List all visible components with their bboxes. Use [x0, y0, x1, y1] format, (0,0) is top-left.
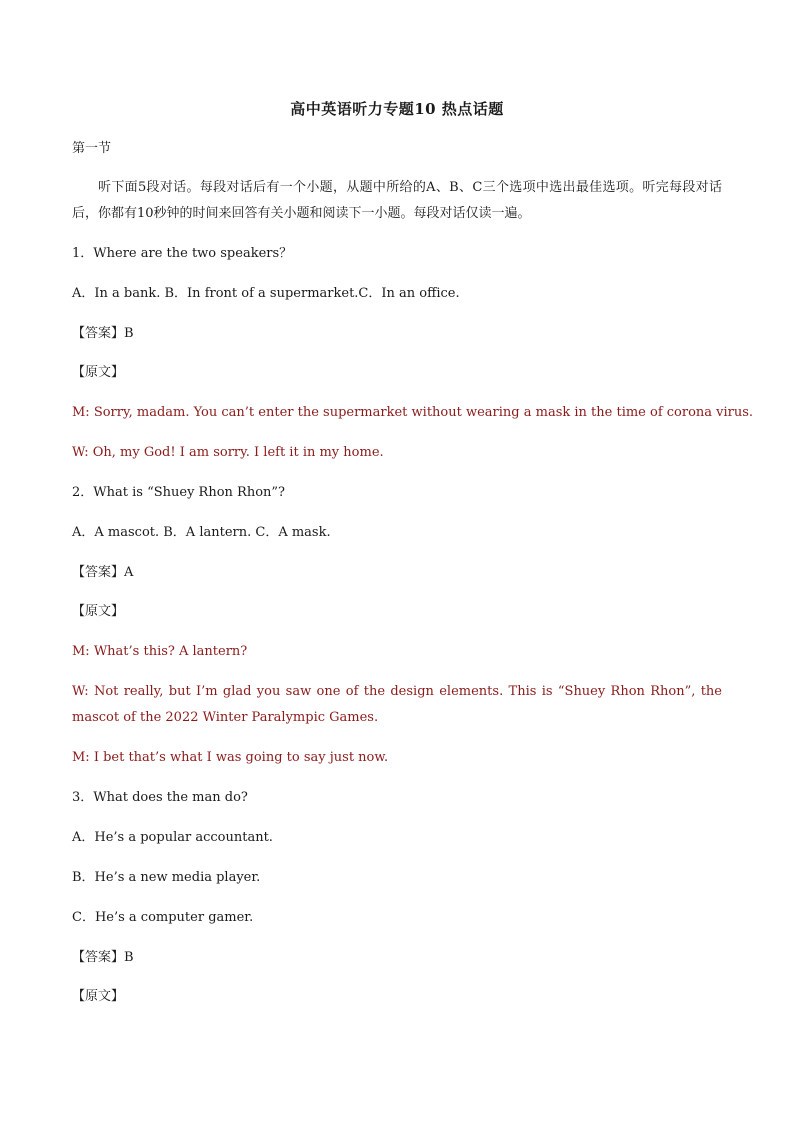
- question-2-source-label: 【原文】: [72, 604, 125, 619]
- question-1: 1．Where are the two speakers？: [72, 246, 293, 261]
- section-heading: 第一节: [72, 141, 112, 156]
- question-1-source-label: 【原文】: [72, 365, 125, 380]
- question-2-options: A．A mascot. B．A lantern. C．A mask.: [72, 525, 331, 540]
- question-3-source-label: 【原文】: [72, 989, 125, 1004]
- question-2-transcript-line: M: What’s this? A lantern?: [72, 644, 248, 659]
- question-3-option-c: C．He’s a computer gamer.: [72, 910, 254, 925]
- question-1-transcript-line: W: Oh, my God! I am sorry. I left it in my home.: [72, 445, 384, 460]
- question-1-options: A．In a bank. B．In front of a supermarket.C．In an office.: [72, 286, 460, 301]
- question-1-answer: 【答案】B: [72, 326, 134, 341]
- question-3-option-a: A．He’s a popular accountant.: [72, 830, 273, 845]
- question-3-answer: 【答案】B: [72, 950, 134, 965]
- question-2-transcript-line: W: Not really, but I’m glad you saw one of the design elements. This is “Shuey Rhon Rhon”, the mascot of the 2022 Winter Paralympic Games.: [72, 684, 722, 725]
- question-3-option-b: B．He’s a new media player.: [72, 870, 261, 885]
- question-2-answer: 【答案】A: [72, 565, 134, 580]
- question-2-transcript-line: M: I bet that’s what I was going to say just now.: [72, 750, 389, 765]
- instructions-paragraph: 听下面5段对话。每段对话后有一个小题，从题中所给的A、B、C三个选项中选出最佳选项。听完每段对话后，你都有10秒钟的时间来回答有关小题和阅读下一小题。每段对话仅读一遍。: [72, 180, 722, 221]
- document-title: 高中英语听力专题10 热点话题: [290, 100, 504, 118]
- question-1-transcript-line: M: Sorry, madam. You can’t enter the supermarket without wearing a mask in the time of corona virus.: [72, 405, 754, 420]
- question-2: 2．What is “Shuey Rhon Rhon”?: [72, 485, 286, 500]
- question-3: 3．What does the man do?: [72, 790, 248, 805]
